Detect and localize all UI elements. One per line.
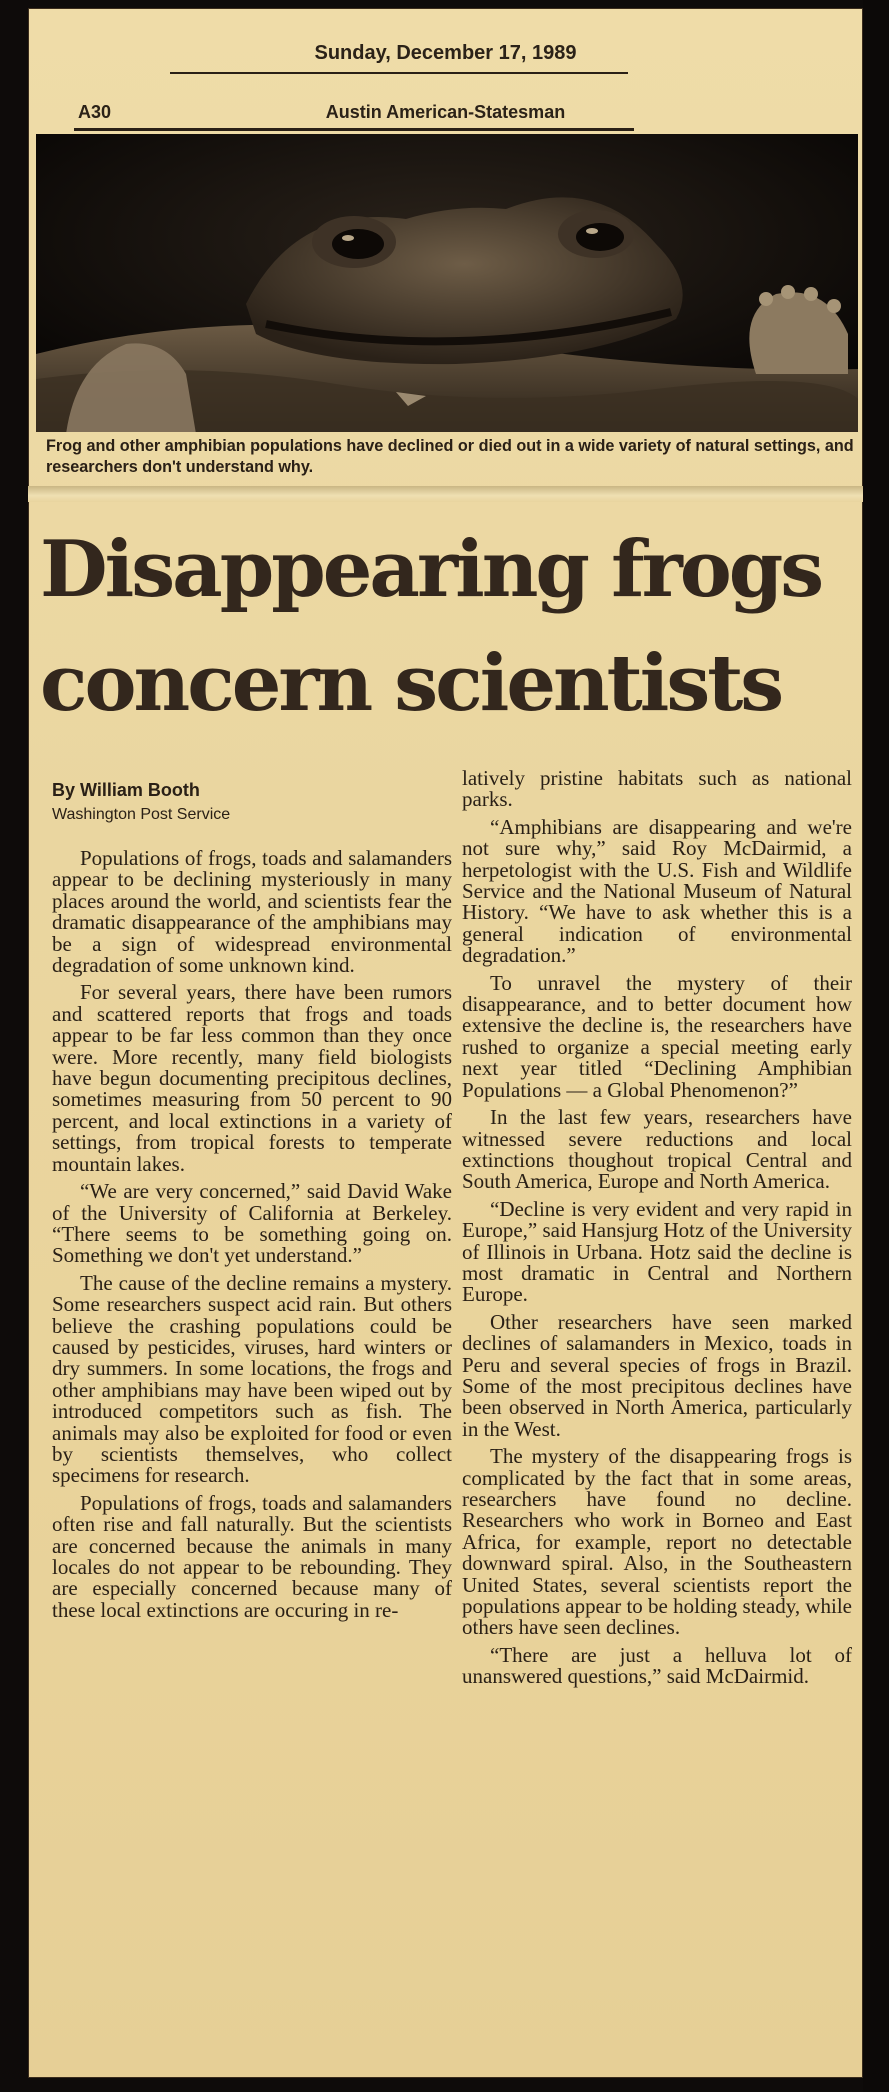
newspaper-name: Austin American-Statesman: [325, 102, 566, 122]
news-service: Washington Post Service: [52, 806, 231, 823]
paragraph: Other researchers have seen marked declines of salamanders in Mexico, toads in Peru and several species of frogs in Brazil. Some of the most precipitous declines have been observed in North America, particularly in the West.: [462, 1309, 852, 1441]
newspaper-clipping: [28, 8, 863, 2078]
frog-photo: [36, 134, 858, 432]
right-column: [462, 768, 852, 1694]
photo-caption: Frog and other amphibian populations have declined or died out in a wide variety of natural settings, and researchers don't understand why.: [46, 437, 854, 476]
background-edge: [863, 0, 889, 2092]
dateline-rule: [170, 72, 628, 74]
paragraph: Populations of frogs, toads and salamanders often rise and fall naturally. But the scientists are concerned because the animals in many locales do not appear to be rebounding. They are especially concerned because many of these local extinctions are occuring in re-: [52, 1490, 452, 1622]
paragraph: For several years, there have been rumors and scattered reports that frogs and toads appear to be far less common than they once were. More recently, many field biologists have begun documenting precipitous declines, sometimes measuring from 50 percent to 90 percent, and local extinctions in a variety of settings, from tropical forests to temperate mountain lakes.: [52, 980, 452, 1176]
left-column: [52, 848, 452, 1627]
paragraph-continuation: latively pristine habitats such as national parks.: [462, 766, 852, 812]
paragraph: In the last few years, researchers have witnessed severe reductions and local extinctions thoughout tropical Central and South America, Europe and North America.: [462, 1105, 852, 1194]
paragraph: Populations of frogs, toads and salamanders appear to be declining mysteriously in many places around the world, and scientists fear the dramatic disappearance of the amphibians may be a sign of widespread environmental degradation of some unknown kind.: [52, 846, 452, 978]
byline: By William Booth: [52, 780, 200, 800]
page-number: A30: [78, 102, 112, 122]
headline-line-2: concern scientists: [40, 638, 782, 729]
headline: [40, 513, 860, 741]
paragraph: To unravel the mystery of their disappearance, and to better document how extensive the decline is, the researchers have rushed to organize a special meeting early next year titled “Declining Amphibian Populations — a Global Phenomenon?”: [462, 970, 852, 1102]
paragraph: “Decline is very evident and very rapid in Europe,” said Hansjurg Hotz of the University of Illinois in Urbana. Hotz said the decline is most dramatic in Central and Northern Europe.: [462, 1196, 852, 1307]
paragraph: The cause of the decline remains a mystery. Some researchers suspect acid rain. But others believe the crashing populations could be caused by pesticides, viruses, hard winters or dry summers. In some locations, the frogs and other amphibians may have been wiped out by introduced competitors such as fish. The animals may also be exploited for food or even by scientists themselves, who collect specimens for research.: [52, 1270, 452, 1488]
frog-photo-icon: [36, 134, 858, 432]
paragraph: “We are very concerned,” said David Wake of the University of California at Berkeley. “There seems to be something going on. Something we don't yet understand.”: [52, 1179, 452, 1268]
paragraph: “There are just a helluva lot of unanswered questions,” said McDairmid.: [462, 1642, 852, 1689]
masthead-rule: [74, 128, 634, 131]
dateline: Sunday, December 17, 1989: [314, 42, 577, 64]
paragraph: “Amphibians are disappearing and we're not sure why,” said Roy McDairmid, a herpetologist with the U.S. Fish and Wildlife Service and the National Museum of Natural History. “We have to ask whether this is a general indication of environmental degradation.”: [462, 814, 852, 968]
headline-line-1: Disappearing frogs: [40, 524, 822, 615]
paragraph: The mystery of the disappearing frogs is complicated by the fact that in some areas, researchers have found no decline. Researchers who work in Borneo and East Africa, for example, report no detectable downward spiral. Also, in the Southeastern United States, several scientists report the populations appear to be holding steady, while others have seen declines.: [462, 1444, 852, 1640]
paper-fold: [28, 486, 863, 502]
